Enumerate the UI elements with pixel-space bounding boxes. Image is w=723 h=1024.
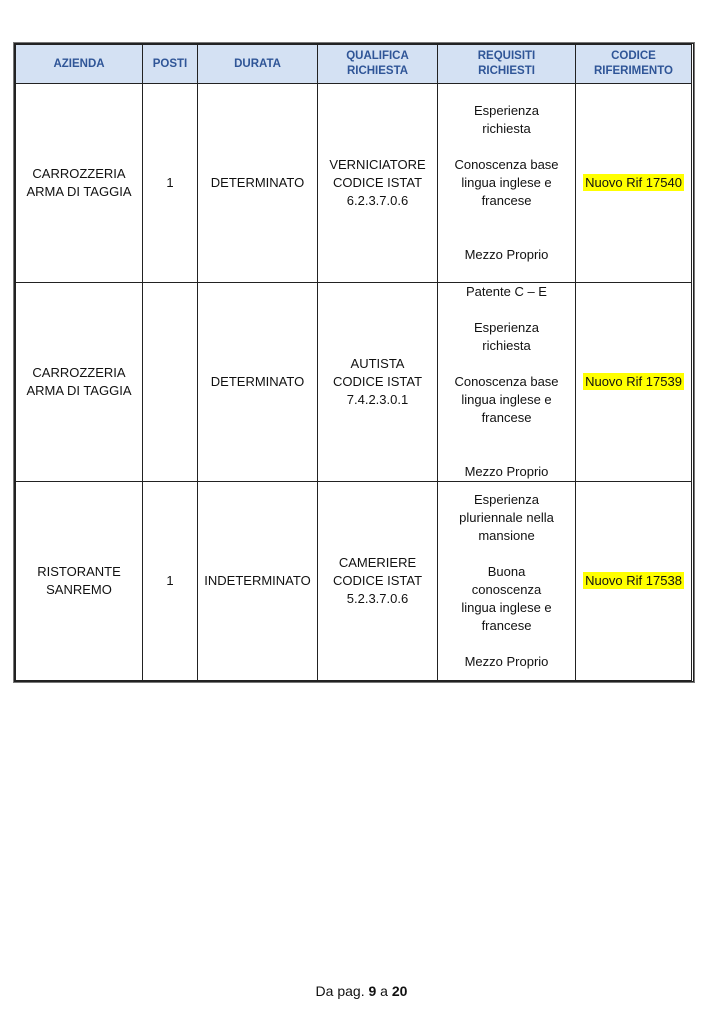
requisito-line: lingua inglese e <box>461 600 552 615</box>
requisito-block <box>441 156 572 210</box>
riferimento-highlight: Nuovo Rif 17539 <box>585 374 682 389</box>
requisito-line: francese <box>481 618 532 633</box>
cell-requisiti <box>438 482 576 681</box>
footer-prefix: Da pag. <box>315 983 365 999</box>
requisito-line: conoscenza <box>471 582 542 597</box>
cell-riferimento <box>576 84 692 283</box>
requisito-line: richiesta <box>482 121 531 136</box>
requisito-line: Esperienza <box>473 103 540 118</box>
cell-posti <box>143 283 198 482</box>
requisito-line: Patente C – E <box>466 284 547 299</box>
requisito-line: francese <box>481 410 532 425</box>
qualifica-line: AUTISTA <box>350 356 405 371</box>
cell-durata: DETERMINATO <box>198 84 318 283</box>
cell-posti: 1 <box>143 84 198 283</box>
azienda-line: CARROZZERIA <box>32 365 126 380</box>
header-qualifica <box>318 45 438 84</box>
cell-azienda <box>16 283 143 482</box>
header-codice <box>576 45 692 84</box>
header-qualifica-line-2: RICHIESTA <box>346 65 409 77</box>
azienda-line: ARMA DI TAGGIA <box>26 184 132 199</box>
qualifica-line: 6.2.3.7.0.6 <box>346 193 409 208</box>
cell-qualifica <box>318 482 438 681</box>
cell-azienda <box>16 84 143 283</box>
requisito-block <box>441 653 572 671</box>
requisito-line: lingua inglese e <box>461 175 552 190</box>
qualifica-line: CAMERIERE <box>338 555 417 570</box>
requisito-line: Buona <box>487 564 526 579</box>
footer-total-pages: 20 <box>391 983 408 999</box>
cell-qualifica <box>318 283 438 482</box>
job-offers-table <box>15 44 692 681</box>
requisito-line: pluriennale nella <box>459 510 554 525</box>
header-qualifica-line-1: QUALIFICA <box>346 50 409 62</box>
requisito-line: Esperienza <box>473 492 540 507</box>
qualifica-line: CODICE ISTAT <box>332 573 423 588</box>
qualifica-line: VERNICIATORE <box>329 157 426 172</box>
requisito-line: Mezzo Proprio <box>464 654 549 669</box>
azienda-line: CARROZZERIA <box>32 166 126 181</box>
header-azienda: AZIENDA <box>16 45 143 84</box>
cell-durata: INDETERMINATO <box>198 482 318 681</box>
footer-separator: a <box>380 983 388 999</box>
riferimento-highlight: Nuovo Rif 17538 <box>585 573 682 588</box>
table-row <box>16 84 692 283</box>
requisito-line: Mezzo Proprio <box>464 464 549 479</box>
cell-qualifica <box>318 84 438 283</box>
qualifica-line: 7.4.2.3.0.1 <box>346 392 409 407</box>
table-header-row <box>16 45 692 84</box>
footer-current-page: 9 <box>368 983 377 999</box>
header-codice-line-1: CODICE <box>611 50 656 62</box>
azienda-line: ARMA DI TAGGIA <box>26 383 132 398</box>
requisito-line: Mezzo Proprio <box>464 247 549 262</box>
requisito-line: Conoscenza base <box>454 157 559 172</box>
azienda-line: SANREMO <box>46 582 112 597</box>
riferimento-highlight: Nuovo Rif 17540 <box>585 175 682 190</box>
job-offers-table-frame <box>14 43 694 682</box>
requisito-block <box>441 491 572 545</box>
qualifica-line: 5.2.3.7.0.6 <box>346 591 409 606</box>
requisito-line: francese <box>481 193 532 208</box>
header-requisiti-line-1: REQUISITI <box>477 50 536 62</box>
cell-durata: DETERMINATO <box>198 283 318 482</box>
requisito-block <box>441 563 572 635</box>
requisito-line: Conoscenza base <box>454 374 559 389</box>
qualifica-line: CODICE ISTAT <box>332 175 423 190</box>
header-codice-line-2: RIFERIMENTO <box>593 65 673 77</box>
table-row <box>16 283 692 482</box>
requisito-line: Esperienza <box>473 320 540 335</box>
requisito-block <box>441 463 572 481</box>
header-posti: POSTI <box>143 45 198 84</box>
requisito-line: richiesta <box>482 338 531 353</box>
cell-riferimento <box>576 482 692 681</box>
requisito-block <box>441 102 572 138</box>
cell-azienda <box>16 482 143 681</box>
header-requisiti-line-2: RICHIESTI <box>478 65 535 77</box>
cell-posti: 1 <box>143 482 198 681</box>
header-requisiti <box>438 45 576 84</box>
requisito-block <box>441 283 572 301</box>
cell-requisiti <box>438 84 576 283</box>
qualifica-line: CODICE ISTAT <box>332 374 423 389</box>
requisito-line: mansione <box>478 528 535 543</box>
requisito-block <box>441 373 572 427</box>
header-durata: DURATA <box>198 45 318 84</box>
cell-riferimento <box>576 283 692 482</box>
page-footer <box>0 983 723 999</box>
cell-requisiti <box>438 283 576 482</box>
requisito-block <box>441 319 572 355</box>
azienda-line: RISTORANTE <box>37 564 121 579</box>
requisito-block <box>441 246 572 264</box>
requisito-line: lingua inglese e <box>461 392 552 407</box>
table-row <box>16 482 692 681</box>
